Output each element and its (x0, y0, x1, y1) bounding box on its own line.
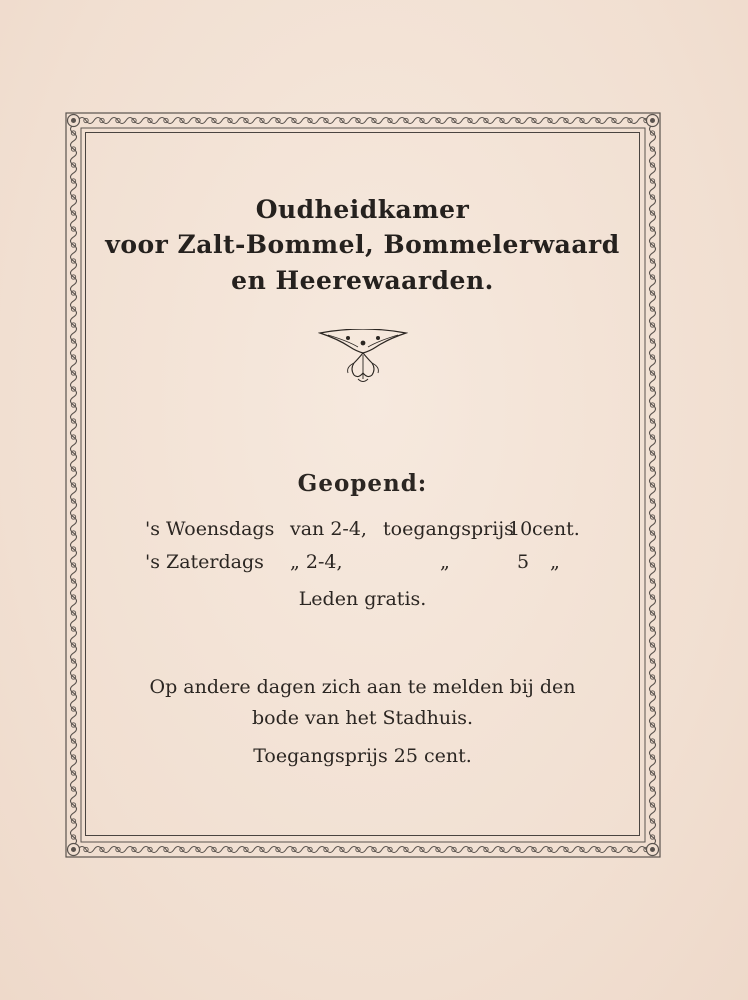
other-days-line-1: Op andere dagen zich aan te melden bij den (149, 676, 576, 698)
title-line-1: Oudheidkamer (255, 195, 470, 224)
schedule-unit: cent. (532, 518, 580, 540)
schedule-unit: „ (550, 551, 560, 573)
schedule-hours: van 2-4, (290, 518, 367, 540)
notice-content (85, 132, 640, 836)
schedule-price-label: „ (440, 551, 450, 573)
schedule-price: 10 (508, 518, 533, 540)
schedule-hours: „ 2-4, (290, 551, 343, 573)
opening-heading: Geopend: (297, 470, 428, 497)
schedule-price-label: toegangsprijs (383, 518, 514, 540)
title-line-3: en Heerewaarden. (231, 266, 494, 295)
other-days-line-2: bode van het Stadhuis. (251, 707, 474, 729)
title-line-2: voor Zalt-Bommel, Bommelerwaard (105, 230, 620, 259)
members-free: Leden gratis. (298, 588, 427, 610)
schedule-price: 5 (517, 551, 530, 573)
floral-ornament-icon (318, 329, 408, 389)
schedule-day: 's Zaterdags (145, 551, 264, 573)
schedule-day: 's Woensdags (145, 518, 275, 540)
other-days-price: Toegangsprijs 25 cent. (253, 745, 472, 767)
